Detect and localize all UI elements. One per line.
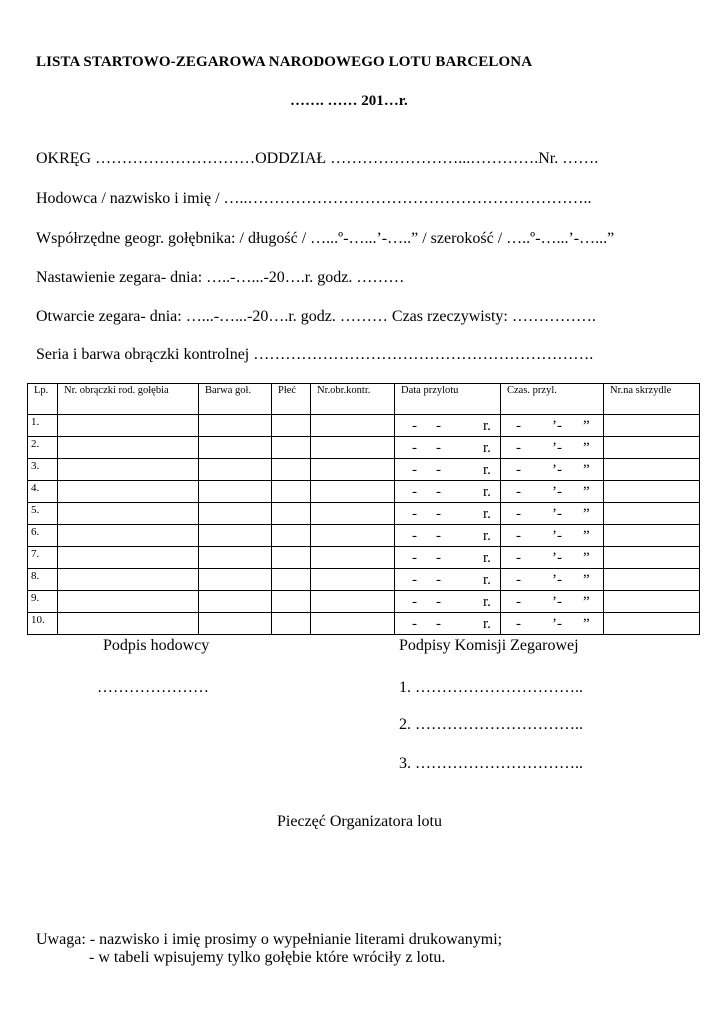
- row-number: 4.: [28, 481, 58, 503]
- ring-number-cell[interactable]: [58, 503, 199, 525]
- sex-cell[interactable]: [272, 503, 311, 525]
- table-row: [28, 613, 700, 635]
- table-row: [28, 569, 700, 591]
- ring-number-cell[interactable]: [58, 591, 199, 613]
- time-dash: -: [516, 550, 521, 566]
- control-number-cell[interactable]: [311, 591, 395, 613]
- coordinates-field[interactable]: Współrzędne geogr. gołębnika: / długość / …...º-…...’-…..” / szerokość / …..º-…...’-…...”: [36, 230, 615, 247]
- arrival-date-cell[interactable]: [395, 437, 501, 459]
- time-minutes-mark: ’-: [552, 506, 562, 522]
- time-minutes-mark: ’-: [552, 440, 562, 456]
- time-seconds-mark: ”: [583, 506, 590, 522]
- breeder-signature-label: Podpis hodowcy: [103, 637, 210, 654]
- commission-signature-line-2[interactable]: 2. …………………………..: [399, 716, 583, 733]
- date-dash: -: [436, 506, 441, 522]
- row-number: 9.: [28, 591, 58, 613]
- arrival-time-cell[interactable]: [501, 569, 604, 591]
- arrival-time-cell[interactable]: [501, 415, 604, 437]
- wing-number-cell[interactable]: [604, 437, 700, 459]
- time-minutes-mark: ’-: [552, 462, 562, 478]
- sex-cell[interactable]: [272, 437, 311, 459]
- stamp-label: Pieczęć Organizatora lotu: [277, 813, 442, 830]
- arrival-date-cell[interactable]: [395, 525, 501, 547]
- arrival-time-cell[interactable]: [501, 481, 604, 503]
- time-dash: -: [516, 616, 521, 632]
- row-number: 7.: [28, 547, 58, 569]
- time-minutes-mark: ’-: [552, 616, 562, 632]
- control-number-cell[interactable]: [311, 525, 395, 547]
- date-year-suffix: r.: [483, 418, 491, 434]
- date-year-suffix: r.: [483, 440, 491, 456]
- date-year-suffix: r.: [483, 528, 491, 544]
- sex-cell[interactable]: [272, 569, 311, 591]
- sex-cell[interactable]: [272, 613, 311, 635]
- arrival-time-cell[interactable]: [501, 613, 604, 635]
- clock-opening-field[interactable]: Otwarcie zegara- dnia: …...-…...-20….r. godz. ……… Czas rzeczywisty: …………….: [36, 308, 596, 325]
- date-year-suffix: r.: [483, 462, 491, 478]
- time-dash: -: [516, 594, 521, 610]
- date-dash: -: [436, 528, 441, 544]
- date-dash: -: [436, 484, 441, 500]
- date-year-suffix: r.: [483, 572, 491, 588]
- wing-number-cell[interactable]: [604, 503, 700, 525]
- hodowca-field[interactable]: Hodowca / nazwisko i imię / …..………………………………………………………..: [36, 190, 592, 207]
- header-lp: Lp.: [28, 384, 58, 415]
- date-dash: -: [412, 418, 417, 434]
- date-dash: -: [412, 528, 417, 544]
- control-number-cell[interactable]: [311, 569, 395, 591]
- date-dash: -: [412, 484, 417, 500]
- time-dash: -: [516, 572, 521, 588]
- note-line-2: - w tabeli wpisujemy tylko gołębie które wróciły z lotu.: [89, 949, 446, 966]
- time-seconds-mark: ”: [583, 594, 590, 610]
- date-dash: -: [412, 572, 417, 588]
- header-ring-number: Nr. obrączki rod. gołębia: [58, 384, 199, 415]
- ring-number-cell[interactable]: [58, 525, 199, 547]
- row-number: 2.: [28, 437, 58, 459]
- color-cell[interactable]: [199, 481, 272, 503]
- time-dash: -: [516, 440, 521, 456]
- clock-setting-field[interactable]: Nastawienie zegara- dnia: …..-…...-20….r. godz. ………: [36, 269, 405, 286]
- sex-cell[interactable]: [272, 459, 311, 481]
- time-dash: -: [516, 506, 521, 522]
- arrival-date-cell[interactable]: [395, 591, 501, 613]
- date-dash: -: [412, 550, 417, 566]
- color-cell[interactable]: [199, 591, 272, 613]
- date-line: ……. …… 201…r.: [290, 93, 408, 109]
- table-header-row: [28, 384, 700, 415]
- table-row: [28, 437, 700, 459]
- date-year-suffix: r.: [483, 594, 491, 610]
- time-minutes-mark: ’-: [552, 528, 562, 544]
- time-minutes-mark: ’-: [552, 550, 562, 566]
- sex-cell[interactable]: [272, 547, 311, 569]
- date-dash: -: [436, 616, 441, 632]
- ring-number-cell[interactable]: [58, 415, 199, 437]
- date-dash: -: [412, 594, 417, 610]
- color-cell[interactable]: [199, 547, 272, 569]
- date-dash: -: [412, 462, 417, 478]
- ring-number-cell[interactable]: [58, 459, 199, 481]
- control-number-cell[interactable]: [311, 459, 395, 481]
- control-number-cell[interactable]: [311, 481, 395, 503]
- arrival-time-cell[interactable]: [501, 437, 604, 459]
- table-row: [28, 415, 700, 437]
- wing-number-cell[interactable]: [604, 547, 700, 569]
- date-dash: -: [436, 462, 441, 478]
- table-row: [28, 459, 700, 481]
- ring-number-cell[interactable]: [58, 481, 199, 503]
- date-dash: -: [436, 440, 441, 456]
- date-dash: -: [436, 594, 441, 610]
- time-seconds-mark: ”: [583, 550, 590, 566]
- time-seconds-mark: ”: [583, 484, 590, 500]
- pigeon-table: [27, 383, 700, 635]
- control-ring-field[interactable]: Seria i barwa obrączki kontrolnej ……………………………………………………….: [36, 346, 594, 363]
- color-cell[interactable]: [199, 503, 272, 525]
- row-number: 1.: [28, 415, 58, 437]
- time-seconds-mark: ”: [583, 528, 590, 544]
- time-dash: -: [516, 528, 521, 544]
- date-year-suffix: r.: [483, 616, 491, 632]
- control-number-cell[interactable]: [311, 613, 395, 635]
- time-seconds-mark: ”: [583, 572, 590, 588]
- arrival-time-cell[interactable]: [501, 503, 604, 525]
- time-seconds-mark: ”: [583, 440, 590, 456]
- commission-signature-label: Podpisy Komisji Zegarowej: [399, 637, 579, 654]
- control-number-cell[interactable]: [311, 547, 395, 569]
- time-dash: -: [516, 418, 521, 434]
- time-minutes-mark: ’-: [552, 594, 562, 610]
- time-seconds-mark: ”: [583, 616, 590, 632]
- wing-number-cell[interactable]: [604, 613, 700, 635]
- date-year-suffix: r.: [483, 506, 491, 522]
- time-seconds-mark: ”: [583, 462, 590, 478]
- row-number: 5.: [28, 503, 58, 525]
- time-seconds-mark: ”: [583, 418, 590, 434]
- arrival-date-cell[interactable]: [395, 459, 501, 481]
- control-number-cell[interactable]: [311, 437, 395, 459]
- date-dash: -: [412, 506, 417, 522]
- ring-number-cell[interactable]: [58, 437, 199, 459]
- time-dash: -: [516, 462, 521, 478]
- row-number: 3.: [28, 459, 58, 481]
- header-color: Barwa goł.: [199, 384, 272, 415]
- color-cell[interactable]: [199, 437, 272, 459]
- row-number: 10.: [28, 613, 58, 635]
- date-year-suffix: r.: [483, 484, 491, 500]
- row-number: 6.: [28, 525, 58, 547]
- control-number-cell[interactable]: [311, 415, 395, 437]
- time-minutes-mark: ’-: [552, 572, 562, 588]
- header-wing-number: Nr.na skrzydle: [604, 384, 700, 415]
- arrival-time-cell[interactable]: [501, 525, 604, 547]
- commission-signature-line-1[interactable]: 1. …………………………..: [399, 679, 583, 696]
- table-row: [28, 481, 700, 503]
- color-cell[interactable]: [199, 459, 272, 481]
- arrival-date-cell[interactable]: [395, 613, 501, 635]
- arrival-date-cell[interactable]: [395, 481, 501, 503]
- wing-number-cell[interactable]: [604, 459, 700, 481]
- table-row: [28, 503, 700, 525]
- wing-number-cell[interactable]: [604, 525, 700, 547]
- sex-cell[interactable]: [272, 591, 311, 613]
- table-row: [28, 591, 700, 613]
- arrival-time-cell[interactable]: [501, 591, 604, 613]
- time-minutes-mark: ’-: [552, 418, 562, 434]
- arrival-date-cell[interactable]: [395, 415, 501, 437]
- row-number: 8.: [28, 569, 58, 591]
- arrival-date-cell[interactable]: [395, 503, 501, 525]
- form-title: LISTA STARTOWO-ZEGAROWA NARODOWEGO LOTU BARCELONA: [36, 54, 533, 70]
- ring-number-cell[interactable]: [58, 613, 199, 635]
- wing-number-cell[interactable]: [604, 415, 700, 437]
- date-dash: -: [412, 440, 417, 456]
- date-dash: -: [436, 418, 441, 434]
- sex-cell[interactable]: [272, 525, 311, 547]
- breeder-signature-line[interactable]: …………………: [97, 679, 209, 696]
- date-dash: -: [412, 616, 417, 632]
- color-cell[interactable]: [199, 415, 272, 437]
- arrival-time-cell[interactable]: [501, 459, 604, 481]
- header-arrival-date: Data przylotu: [395, 384, 501, 415]
- wing-number-cell[interactable]: [604, 591, 700, 613]
- wing-number-cell[interactable]: [604, 481, 700, 503]
- table-row: [28, 547, 700, 569]
- time-minutes-mark: ’-: [552, 484, 562, 500]
- note-line-1: Uwaga: - nazwisko i imię prosimy o wypełnianie literami drukowanymi;: [36, 931, 503, 948]
- arrival-time-cell[interactable]: [501, 547, 604, 569]
- header-sex: Płeć: [272, 384, 311, 415]
- header-arrival-time: Czas. przyl.: [501, 384, 604, 415]
- control-number-cell[interactable]: [311, 503, 395, 525]
- color-cell[interactable]: [199, 525, 272, 547]
- date-dash: -: [436, 550, 441, 566]
- arrival-date-cell[interactable]: [395, 569, 501, 591]
- date-year-suffix: r.: [483, 550, 491, 566]
- wing-number-cell[interactable]: [604, 569, 700, 591]
- header-control-number: Nr.obr.kontr.: [311, 384, 395, 415]
- okreg-field[interactable]: OKRĘG …………………………ODDZIAŁ ……………………...………….Nr. …….: [36, 150, 599, 167]
- color-cell[interactable]: [199, 613, 272, 635]
- date-dash: -: [436, 572, 441, 588]
- sex-cell[interactable]: [272, 415, 311, 437]
- color-cell[interactable]: [199, 569, 272, 591]
- arrival-date-cell[interactable]: [395, 547, 501, 569]
- ring-number-cell[interactable]: [58, 569, 199, 591]
- ring-number-cell[interactable]: [58, 547, 199, 569]
- commission-signature-line-3[interactable]: 3. …………………………..: [399, 755, 583, 772]
- time-dash: -: [516, 484, 521, 500]
- table-row: [28, 525, 700, 547]
- sex-cell[interactable]: [272, 481, 311, 503]
